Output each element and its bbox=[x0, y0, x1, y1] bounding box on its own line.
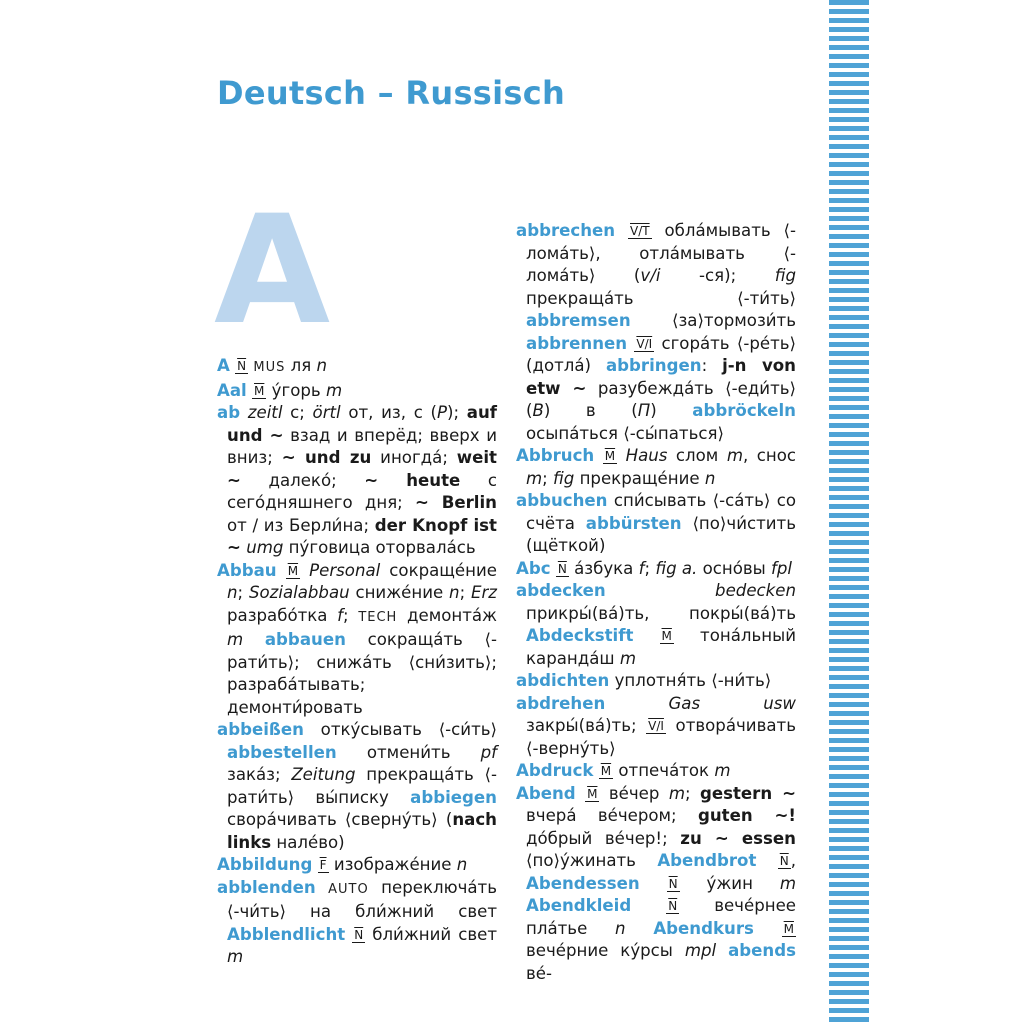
headword: Abc bbox=[516, 558, 551, 578]
headword: abbeißen bbox=[217, 720, 304, 739]
italic-label: fig a. bbox=[655, 558, 698, 578]
italic-label: Haus bbox=[625, 446, 668, 465]
bold-phrase: der Knopf ist ~ bbox=[227, 515, 497, 557]
italic-label: m bbox=[619, 648, 637, 668]
italic-label: Zeitung bbox=[291, 765, 356, 784]
dictionary-entry: ab zeitl с; örtl от, из, с (P); auf und ~ взад и вперёд; вверх и вниз; ~ und zu иногда́; weit ~ далеко́; ~ heute с сего́дняшнего дня; ~ Berlin от / из Берли́на; der Knopf ist ~ umg пу́говица оторвала́сь bbox=[217, 403, 498, 557]
headword: abbrechen bbox=[516, 221, 616, 240]
italic-label: П bbox=[637, 401, 651, 420]
headword: Abdeckstift bbox=[526, 626, 634, 645]
italic-label: m bbox=[779, 873, 797, 893]
headword: abbürsten bbox=[585, 513, 682, 533]
italic-label: mpl bbox=[684, 941, 717, 960]
italic-label: bedecken bbox=[715, 581, 796, 600]
bold-phrase: weit ~ bbox=[227, 448, 497, 490]
field-label: AUTO bbox=[328, 881, 369, 897]
italic-label: n bbox=[449, 583, 460, 602]
gender-box: V/T bbox=[630, 224, 650, 238]
headword: abdecken bbox=[516, 581, 606, 600]
headword: Abendkleid bbox=[526, 896, 632, 915]
gender-box: $\overline{N}$ bbox=[668, 876, 678, 891]
italic-label: m bbox=[726, 446, 743, 465]
headword: ab bbox=[217, 403, 241, 422]
right-column bbox=[516, 220, 796, 985]
gender-box: $\overline{M}$ bbox=[783, 921, 794, 936]
italic-label: fig bbox=[553, 468, 575, 488]
gender-box: $\overline{N}$ bbox=[779, 854, 789, 868]
italic-label: v/i bbox=[640, 266, 661, 285]
italic-label: f bbox=[638, 558, 645, 578]
gender-box: $\overline{M}$ bbox=[604, 449, 616, 463]
dictionary-entry: abbeißen отку́сывать ⟨-си́ть⟩ abbestellen отмени́ть pf зака́з; Zeitung прекраща́ть ⟨-рати́ть⟩ вы́писку abbiegen свора́чивать ⟨сверну́ть⟩ (nach links нале́во) bbox=[217, 720, 498, 852]
headword: Abdruck bbox=[516, 761, 594, 780]
bold-phrase: ~ und zu bbox=[281, 448, 372, 467]
headword: Abbildung bbox=[217, 855, 313, 874]
dictionary-entry: Abbildung $\overline{F}$ изображе́ние n bbox=[217, 855, 468, 874]
gender-box: $\overline{N}$ bbox=[354, 927, 364, 942]
bold-phrase: auf und ~ bbox=[227, 403, 498, 445]
dictionary-entry: Abc $\overline{N}$ а́збука f; fig a. осно́вы fpl bbox=[516, 558, 793, 578]
italic-label: P bbox=[437, 403, 448, 422]
gender-box: V/I bbox=[648, 719, 664, 733]
decorative-stripe-bar bbox=[829, 0, 869, 1024]
italic-label: f bbox=[337, 605, 344, 625]
dictionary-entry: Abbruch $\overline{M}$ Haus слом m, снос m; fig прекраще́ние n bbox=[516, 446, 796, 488]
headword: A bbox=[217, 356, 230, 375]
italic-label: fpl bbox=[771, 558, 793, 578]
italic-label: n bbox=[615, 918, 626, 938]
dictionary-entry: A $\overline{N}$ MUS ля n bbox=[217, 356, 328, 375]
gender-box: $\overline{N}$ bbox=[557, 561, 567, 576]
headword: abbiegen bbox=[410, 787, 497, 807]
headword: abends bbox=[728, 941, 796, 960]
italic-label: Gas usw bbox=[668, 693, 796, 713]
field-label: TECH bbox=[358, 609, 398, 625]
section-letter: A bbox=[214, 184, 331, 358]
italic-label: Personal bbox=[309, 560, 381, 580]
gender-box: $\overline{N}$ bbox=[237, 359, 247, 373]
headword: abdrehen bbox=[516, 693, 606, 713]
headword: abbremsen bbox=[526, 311, 631, 330]
dictionary-entry: abblenden AUTO переключа́ть ⟨-чи́ть⟩ на бли́жний свет Abblendlicht $\overline{N}$ бли́жний свет m bbox=[217, 877, 497, 966]
italic-label: m bbox=[668, 783, 685, 803]
headword: abbringen bbox=[605, 356, 702, 375]
italic-label: pf bbox=[480, 742, 497, 762]
dictionary-entry: Aal $\overline{M}$ у́горь m bbox=[217, 380, 343, 400]
italic-label: n bbox=[316, 356, 328, 375]
headword: Aal bbox=[217, 380, 247, 400]
gender-box: V/I bbox=[636, 336, 653, 351]
headword: abbestellen bbox=[227, 742, 337, 762]
headword: Abendessen bbox=[526, 873, 640, 893]
headword: Abend bbox=[516, 783, 576, 803]
dictionary-entry: Abbau $\overline{M}$ Personal сокраще́ние n; Sozialabbau сниже́ние n; Erz разрабо́тка f; TECH демонта́ж m abbauen сокраща́ть ⟨-рати́ть⟩; снижа́ть ⟨сни́зить⟩; разраба́тывать; демонти́ровать bbox=[217, 560, 498, 717]
dictionary-entry: Abend $\overline{M}$ ве́чер m; gestern ~ вчера́ ве́чером; guten ~! до́брый ве́чер!; zu ~ essen ⟨по⟩у́жинать Abendbrot $\overline{N}$ , Abendessen $\overline{N}$ у́жин m Abendkleid $\overline{N}$ вече́рнее пла́тье n Abendkurs $\overline{M}$ вече́рние ку́рсы mpl abends ве́- bbox=[516, 783, 797, 983]
bold-phrase: gestern ~ bbox=[699, 783, 796, 803]
headword: Abbruch bbox=[516, 446, 595, 465]
gender-box: $\overline{M}$ bbox=[600, 764, 612, 778]
headword: abblenden bbox=[217, 877, 316, 897]
gender-box: $\overline{M}$ bbox=[254, 383, 265, 398]
gender-box: $\overline{M}$ bbox=[587, 786, 598, 801]
italic-label: zeitl bbox=[247, 403, 283, 422]
italic-label: örtl bbox=[312, 403, 341, 422]
italic-label: fig bbox=[774, 266, 796, 285]
gender-box: $\overline{F}$ bbox=[319, 858, 327, 872]
italic-label: m bbox=[714, 761, 731, 780]
headword: abbröckeln bbox=[692, 401, 797, 420]
dictionary-entry: abbuchen спи́сывать ⟨-са́ть⟩ со счёта abbürsten ⟨по⟩чи́стить (щёткой) bbox=[516, 491, 796, 555]
headword: abbrennen bbox=[526, 333, 628, 353]
italic-label: umg bbox=[246, 538, 284, 557]
italic-label: m bbox=[227, 947, 244, 966]
bold-phrase: j-n von etw ~ bbox=[526, 356, 796, 398]
gender-box: $\overline{M}$ bbox=[661, 629, 672, 643]
bold-phrase: ~ heute bbox=[364, 470, 461, 490]
headword: Abblendlicht bbox=[227, 924, 346, 944]
italic-label: n bbox=[704, 468, 716, 488]
italic-label: m bbox=[526, 468, 543, 488]
field-label: MUS bbox=[253, 360, 286, 375]
bold-phrase: zu ~ essen bbox=[680, 828, 796, 848]
gender-box: $\overline{N}$ bbox=[668, 899, 678, 913]
headword: Abbau bbox=[217, 560, 277, 580]
italic-label: B bbox=[532, 401, 544, 420]
dictionary-entry: abdrehen Gas usw закры́(ва́)ть; V/I отвора́чивать ⟨-верну́ть⟩ bbox=[516, 693, 796, 758]
gender-box: $\overline{M}$ bbox=[287, 563, 299, 578]
italic-label: n bbox=[456, 855, 468, 874]
page-title: Deutsch – Russisch bbox=[217, 74, 566, 112]
italic-label: Erz bbox=[470, 583, 497, 602]
italic-label: m bbox=[227, 630, 244, 649]
bold-phrase: ~ Berlin bbox=[415, 493, 497, 512]
dictionary-entry: abdichten уплотня́ть ⟨-ни́ть⟩ bbox=[516, 671, 772, 690]
italic-label: n bbox=[227, 583, 238, 602]
dictionary-entry: Abdruck $\overline{M}$ отпеча́ток m bbox=[516, 761, 731, 780]
headword: abbauen bbox=[264, 630, 346, 649]
dictionary-entry: abbrechen V/T обла́мывать ⟨-лома́ть⟩, отла́мывать ⟨-лома́ть⟩ (v/i -ся); fig прекраща́ть ⟨-ти́ть⟩ abbremsen ⟨за⟩тормози́ть abbrennen V/I сгора́ть ⟨-ре́ть⟩ (дотла́) abbringen: j-n von etw ~ разубежда́ть ⟨-еди́ть⟩ (B) в (П) abbröckeln осыпа́ться ⟨-сы́паться⟩ bbox=[516, 221, 797, 443]
bold-phrase: guten ~! bbox=[697, 806, 796, 825]
headword: Abendbrot bbox=[657, 851, 757, 870]
headword: Abendkurs bbox=[653, 918, 754, 938]
left-column bbox=[217, 355, 497, 969]
dictionary-entry: abdecken bedecken прикры́(ва́)ть, покры́(ва́)ть Abdeckstift $\overline{M}$ тона́льный каранда́ш m bbox=[516, 581, 796, 668]
italic-label: m bbox=[325, 380, 343, 400]
headword: abbuchen bbox=[516, 491, 608, 510]
headword: abdichten bbox=[516, 671, 610, 690]
bold-phrase: nach links bbox=[227, 810, 497, 852]
italic-label: Sozialabbau bbox=[248, 583, 350, 602]
